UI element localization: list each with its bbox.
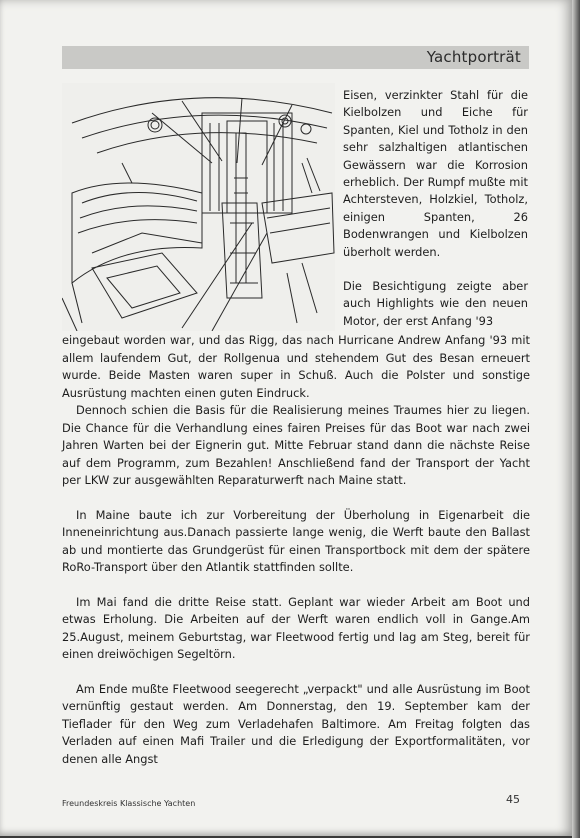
section-header bbox=[62, 46, 529, 69]
section-title: Yachtporträt bbox=[426, 48, 521, 66]
article-side-column bbox=[343, 87, 528, 330]
book-spine bbox=[572, 0, 580, 838]
yacht-cabin-interior-drawing bbox=[62, 83, 335, 331]
paragraph: Am Ende mußte Fleetwood seegerecht „verpackt" und alle Ausrüstung im Boot vernünftig gestaut werden. Am Donnerstag, den 19. September kam der Tieflader für den Weg zum Verladehafen Baltimore. Am Freitag folgten das Verladen auf einen Mafi Trailer und die Erledigung der Exportformalitäten, vor denen alle Angst bbox=[62, 681, 530, 766]
paragraph: In Maine baute ich zur Vorbereitung der Überholung in Eigenarbeit die Inneneinrichtung aus.Danach passierte lange wenig, die Werft baute den Ballast ab und montierte das Grundgerüst für einen Transportbock mit dem der spätere RoRo-Transport über den Atlantik stattfinden sollte. bbox=[62, 507, 530, 574]
article-body bbox=[62, 332, 530, 768]
paragraph: Eisen, verzinkter Stahl für die Kielbolzen und Eiche für Spanten, Kiel und Totholz in den sehr salzhaltigen atlantischen Gewässern war die Korrosion erheblich. Der Rumpf mußte mit Achtersteven, Holzkiel, Totholz, einigen Spanten, 26 Bodenwrangen und Kielbolzen überholt werden. bbox=[343, 88, 528, 259]
paragraph: Dennoch schien die Basis für die Realisierung meines Traumes hier zu liegen. Die Chance für die Verhandlung eines fairen Preises für das Boot war nach zwei Jahren Warten bei der Eignerin gut. Mitte Februar stand dann die nächste Reise auf dem Programm, zum Bezahlen! Anschließend fand der Transport der Yacht per LKW zur ausgewählten Reparaturwerft nach Maine statt. bbox=[62, 403, 530, 487]
paragraph: eingebaut worden war, und das Rigg, das nach Hurricane Andrew Anfang '93 mit allem laufendem Gut, der Rollgenua und stehendem Gut des Besan erneuert wurde. Beide Masten waren super in Schuß. Auch die Polster und sonstige Ausrüstung machten einen guten Eindruck. bbox=[62, 333, 530, 400]
page-number: 45 bbox=[506, 793, 520, 806]
cabin-sketch-icon bbox=[62, 83, 335, 331]
paragraph: Im Mai fand die dritte Reise statt. Geplant war wieder Arbeit am Boot und etwas Erholung. Die Arbeiten auf der Werft waren endlich voll in Gange.Am 25.August, meinem Geburtstag, war Fleetwood fertig und lag am Steg, bereit für einen dreiwöchigen Segeltörn. bbox=[62, 594, 530, 661]
footer-publisher: Freundeskreis Klassische Yachten bbox=[62, 799, 196, 808]
paragraph: Die Besichtigung zeigte aber auch Highlights wie den neuen Motor, der erst Anfang '93 bbox=[343, 279, 528, 328]
